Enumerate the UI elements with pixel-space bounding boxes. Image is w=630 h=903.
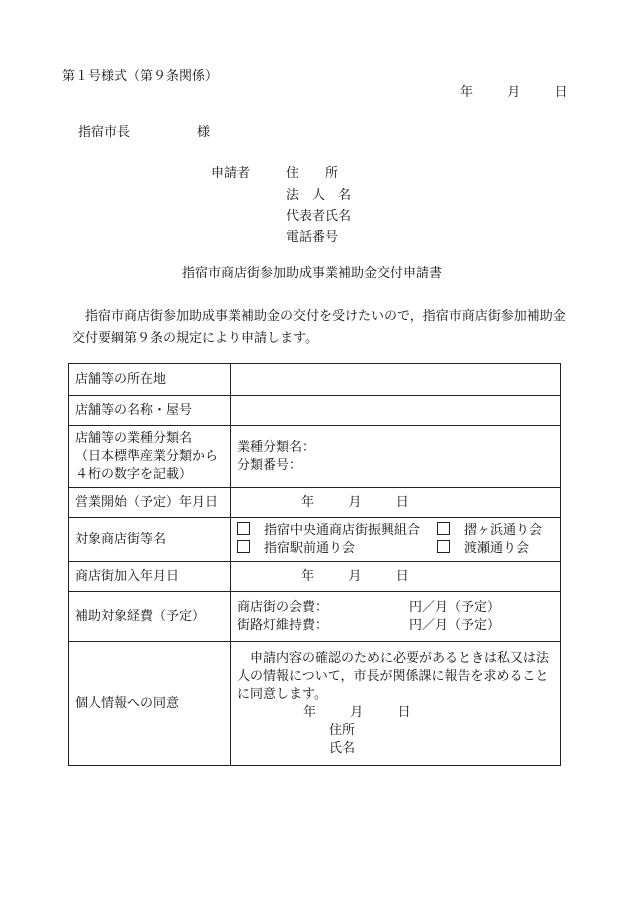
expenses-label: 補助対象経費（予定）: [69, 592, 231, 642]
applicant-label: 申請者: [211, 166, 251, 181]
join-date-month: 月: [348, 568, 362, 584]
fee-label: 商店街の会費：: [237, 599, 329, 615]
light-unit: 円／月（予定）: [409, 617, 501, 633]
open-date-day: 日: [395, 494, 409, 510]
open-date-field[interactable]: [231, 488, 561, 518]
corp-name-label: 法 人 名: [286, 188, 352, 203]
light-label: 街路灯維持費：: [237, 617, 329, 633]
join-date-year: 年: [301, 568, 315, 584]
date-year: 年: [460, 85, 474, 100]
phone-label: 電話番号: [286, 230, 339, 245]
expenses-field[interactable]: [231, 592, 561, 642]
table-row: [69, 364, 561, 396]
join-date-field[interactable]: [231, 562, 561, 592]
consent-field[interactable]: [231, 642, 561, 766]
addressee-name: 指宿市長: [78, 125, 131, 140]
open-date-month: 月: [348, 494, 362, 510]
form-id: 第１号様式（第９条関係）: [62, 69, 219, 84]
checkbox-icon[interactable]: [237, 540, 250, 553]
date-month: 月: [507, 85, 521, 100]
consent-year: 年: [303, 704, 317, 720]
consent-day: 日: [397, 704, 411, 720]
street-option-2[interactable]: 摺ヶ浜通り会: [437, 522, 542, 540]
table-row: [69, 518, 561, 562]
industry-label-1: 店舗等の業種分類名: [75, 430, 193, 446]
industry-label-2: （日本標準産業分類から: [75, 448, 219, 464]
table-row: [69, 396, 561, 426]
street-option-1[interactable]: 指宿中央通商店街振興組合: [237, 522, 437, 540]
street-option-3[interactable]: 指宿駅前通り会: [237, 540, 437, 558]
shop-name-field[interactable]: [231, 396, 561, 426]
addressee-honorific: 様: [197, 125, 211, 140]
checkbox-icon[interactable]: [237, 522, 250, 535]
open-date-year: 年: [301, 494, 315, 510]
industry-number-field: 分類番号：: [237, 457, 303, 473]
industry-label: [69, 426, 231, 488]
industry-label-3: ４桁の数字を記載）: [75, 466, 193, 482]
table-row: [69, 562, 561, 592]
intro-text: 指宿市商店街参加助成事業補助金の交付を受けたいので，指宿市商店街参加補助金交付要綱第９条の規定により申請します。: [72, 309, 566, 346]
consent-name-label: 氏名: [329, 740, 356, 756]
fee-unit: 円／月（予定）: [409, 599, 501, 615]
join-date-day: 日: [395, 568, 409, 584]
table-row: [69, 488, 561, 518]
page-title: 指宿市商店街参加助成事業補助金交付申請書: [182, 266, 443, 281]
join-date-label: 商店街加入年月日: [69, 562, 231, 592]
location-label: 店舗等の所在地: [69, 364, 231, 396]
consent-text: 申請内容の確認のために必要があるときは私又は法人の情報について，市長が関係課に報告を求めることに同意します。: [237, 650, 550, 702]
industry-name-field: 業種分類名：: [237, 439, 316, 455]
application-table: [68, 363, 561, 766]
date-line: [460, 86, 568, 99]
consent-address-label: 住所: [329, 722, 356, 738]
table-row: [69, 426, 561, 488]
checkbox-icon[interactable]: [437, 522, 450, 535]
table-row: [69, 592, 561, 642]
consent-month: 月: [350, 704, 364, 720]
date-day: 日: [554, 85, 568, 100]
open-date-label: 営業開始（予定）年月日: [69, 488, 231, 518]
shopping-street-label: 対象商店街等名: [69, 518, 231, 562]
street-option-4[interactable]: 渡瀬通り会: [437, 540, 529, 558]
table-row: [69, 642, 561, 766]
consent-date: [237, 704, 554, 722]
industry-field[interactable]: [231, 426, 561, 488]
consent-label: 個人情報への同意: [69, 642, 231, 766]
location-field[interactable]: [231, 364, 561, 396]
shop-name-label: 店舗等の名称・屋号: [69, 396, 231, 426]
representative-label: 代表者氏名: [286, 209, 352, 224]
address-label: 住 所: [286, 166, 339, 181]
shopping-street-options: [231, 518, 561, 562]
checkbox-icon[interactable]: [437, 540, 450, 553]
